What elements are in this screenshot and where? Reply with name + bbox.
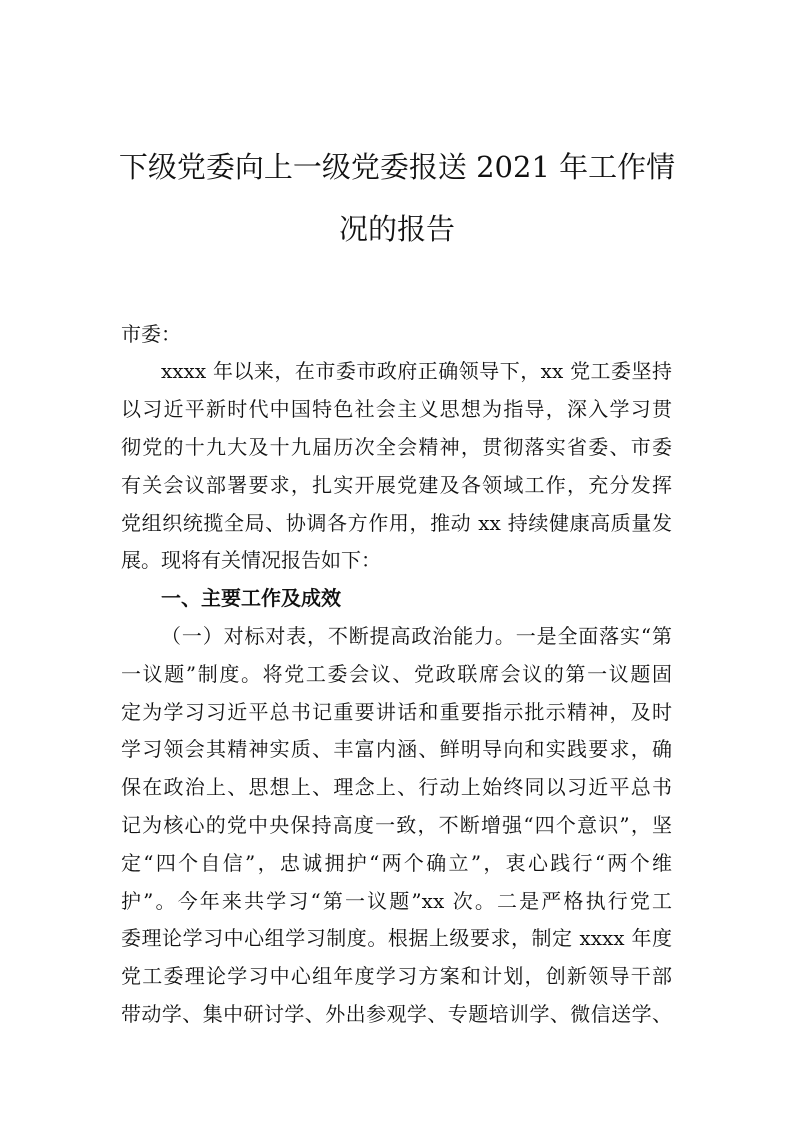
section-line: 一议题”制度。将党工委会议、党政联席会议的第一议题固 <box>121 662 672 686</box>
document-title-line-1: 下级党委向上一级党委报送 2021 年工作情 <box>118 150 676 184</box>
intro-line: 有关会议部署要求，扎实开展党建及各领域工作，充分发挥 <box>121 473 672 497</box>
intro-line: 彻党的十九大及十九届历次全会精神，贯彻落实省委、市委 <box>121 435 672 459</box>
section-heading: 一、主要工作及成效 <box>161 586 341 610</box>
section-line: 带动学、集中研讨学、外出参观学、专题培训学、微信送学、 <box>121 1002 672 1026</box>
intro-line: 党组织统揽全局、协调各方作用，推动 xx 持续健康高质量发 <box>121 511 672 535</box>
section-line: 党工委理论学习中心组年度学习方案和计划，创新领导干部 <box>121 964 672 988</box>
section-line: 定“四个自信”，忠诚拥护“两个确立”，衷心践行“两个维 <box>121 851 672 875</box>
section-line: 记为核心的党中央保持高度一致，不断增强“四个意识”，坚 <box>121 813 672 837</box>
section-line: 学习领会其精神实质、丰富内涵、鲜明导向和实践要求，确 <box>121 737 672 761</box>
intro-line: xxxx 年以来，在市委市政府正确领导下，xx 党工委坚持 <box>161 359 672 383</box>
section-line: 委理论学习中心组学习制度。根据上级要求，制定 xxxx 年度 <box>121 926 672 950</box>
document-title-line-2: 况的报告 <box>338 212 455 246</box>
section-line: （一）对标对表，不断提高政治能力。一是全面落实“第 <box>161 624 672 648</box>
section-line: 保在政治上、思想上、理念上、行动上始终同以习近平总书 <box>121 775 672 799</box>
section-line: 定为学习习近平总书记重要讲话和重要指示批示精神，及时 <box>121 700 672 724</box>
section-line: 护”。今年来共学习“第一议题”xx 次。二是严格执行党工 <box>121 889 672 913</box>
salutation: 市委： <box>121 322 181 346</box>
intro-line: 展。现将有关情况报告如下： <box>121 548 381 572</box>
intro-line: 以习近平新时代中国特色社会主义思想为指导，深入学习贯 <box>121 397 672 421</box>
